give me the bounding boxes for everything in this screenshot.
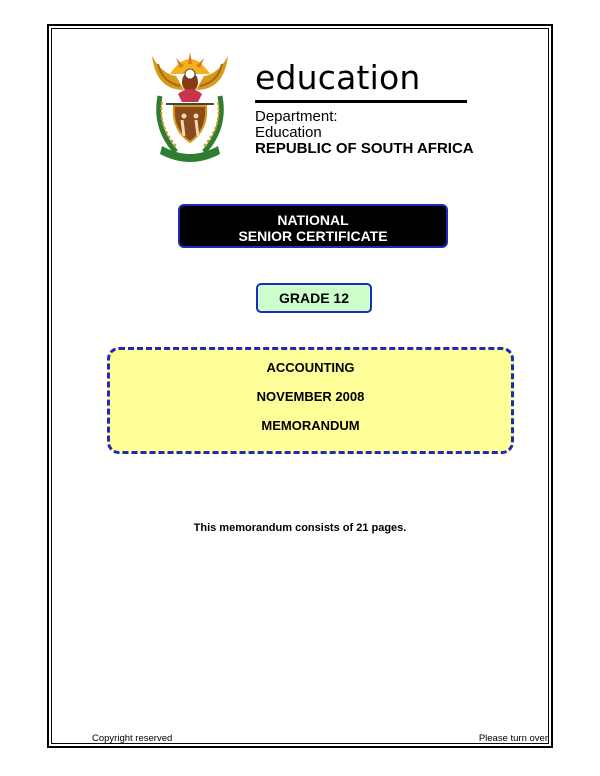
subject-box xyxy=(107,347,514,454)
footer-turn-over: Please turn over xyxy=(478,733,548,744)
grade-badge: GRADE 12 xyxy=(256,283,372,313)
certificate-title-box xyxy=(178,204,448,248)
footer-copyright: Copyright reserved xyxy=(92,733,173,744)
country-name: REPUBLIC OF SOUTH AFRICA xyxy=(255,140,474,157)
department-label: Department: xyxy=(255,108,338,125)
coat-of-arms-icon xyxy=(146,46,234,166)
brand-underline xyxy=(255,100,467,103)
exam-session: NOVEMBER 2008 xyxy=(256,389,365,404)
subject-title: ACCOUNTING xyxy=(266,360,355,375)
brand-word: education xyxy=(255,58,421,97)
page-count-note: This memorandum consists of 21 pages. xyxy=(193,522,407,534)
certificate-title-line2: SENIOR CERTIFICATE xyxy=(238,228,388,244)
document-type: MEMORANDUM xyxy=(261,418,360,433)
department-name: Education xyxy=(255,124,322,141)
certificate-title-line1: NATIONAL xyxy=(277,212,349,228)
